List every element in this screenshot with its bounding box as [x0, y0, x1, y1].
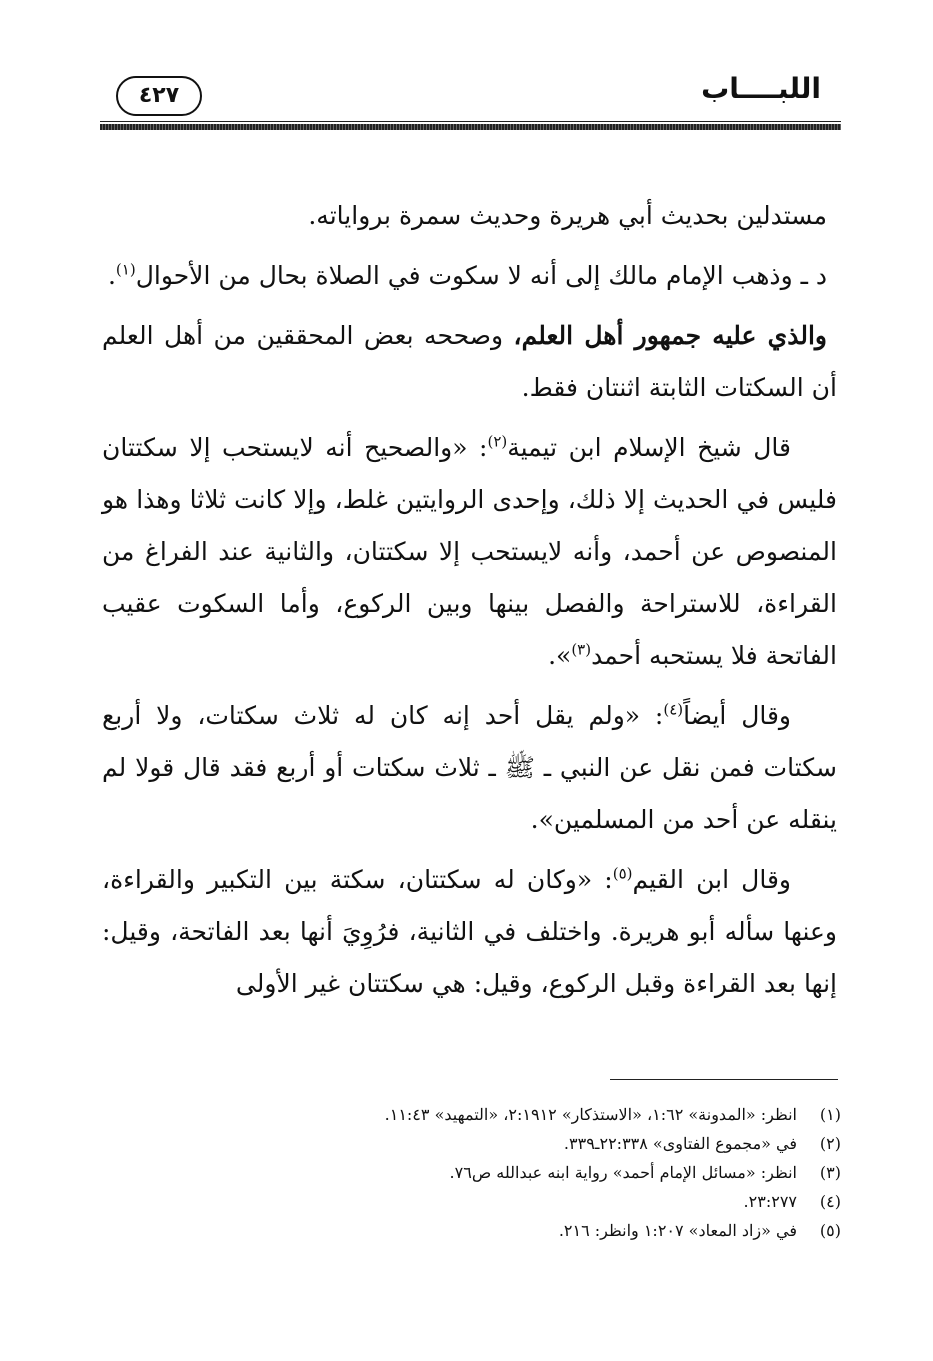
footnote-ref-5[interactable]: (٥)	[612, 864, 633, 883]
footnote-3	[101, 1158, 841, 1187]
paragraph-6	[102, 854, 837, 1010]
footnote-number: (٢)	[819, 1134, 841, 1153]
footnote-number: (١)	[819, 1105, 841, 1124]
body-text	[102, 190, 837, 1018]
paragraph-3-bold: والذي عليه جمهور أهل العلم،	[513, 321, 827, 350]
paragraph-5	[102, 690, 837, 846]
paragraph-5-a: وقال أيضاً	[683, 701, 791, 730]
header-rule	[100, 124, 841, 130]
paragraph-1-text: مستدلين بحديث أبي هريرة وحديث سمرة برواياته.	[308, 201, 827, 230]
footnote-1	[101, 1100, 841, 1129]
paragraph-4-c: ».	[548, 641, 572, 670]
footnote-5	[101, 1216, 841, 1245]
footnote-4	[101, 1187, 841, 1216]
footnote-ref-1[interactable]: (١)	[115, 260, 136, 279]
footnote-separator	[610, 1079, 838, 1080]
header-rule-thin	[100, 121, 841, 122]
paragraph-6-a: وقال ابن القيم	[632, 865, 791, 894]
footnotes	[101, 1100, 841, 1245]
footnote-ref-3[interactable]: (٣)	[571, 640, 592, 659]
footnote-number: (٥)	[819, 1221, 841, 1240]
paragraph-2	[102, 250, 837, 302]
footnote-number: (٤)	[819, 1192, 841, 1211]
paragraph-2-end: .	[107, 261, 116, 290]
running-title: اللبــــاب	[701, 72, 821, 105]
page-number: ٤٢٧	[116, 76, 202, 116]
paragraph-1	[102, 190, 837, 242]
footnote-2	[101, 1129, 841, 1158]
paragraph-4-b: : «والصحيح أنه لايستحب إلا سكتتان فليس في الحديث إلا ذلك، وإحدى الروايتين غلط، وإلا كانت ثلاثا وهذا هو المنصوص عن أحمد، وأنه لايستحب إلا سكتتان، والثانية عند الفراغ من القراءة، للاستراحة والفصل بينها وبين الركوع، وأما السكوت عقيب الفاتحة فلا يستحبه أحمد	[102, 433, 837, 670]
footnote-ref-2[interactable]: (٢)	[487, 432, 508, 451]
footnote-text: في «زاد المعاد» ١:٢٠٧ وانظر: ٢١٦.	[558, 1221, 797, 1240]
footnote-text: ٢٣:٢٧٧.	[743, 1192, 797, 1211]
paragraph-4-a: قال شيخ الإسلام ابن تيمية	[507, 433, 791, 462]
footnote-number: (٣)	[819, 1163, 841, 1182]
paragraph-4	[102, 422, 837, 682]
footnote-text: في «مجموع الفتاوى» ٢٢:٣٣٨ـ٣٣٩.	[563, 1134, 797, 1153]
paragraph-2-text: د ـ وذهب الإمام مالك إلى أنه لا سكوت في الصلاة بحال من الأحوال	[135, 261, 827, 290]
paragraph-3-text: وصححه بعض المحققين من أهل العلم أن السكتات الثابتة اثنتان فقط.	[102, 321, 837, 402]
paragraph-6-b: : «وكان له سكتتان، سكتة بين التكبير والقراءة، وعنها سأله أبو هريرة. واختلف في الثانية، فرُوِيَ أنها بعد الفاتحة، وقيل: إنها بعد القراءة وقبل الركوع، وقيل: هي سكتتان غير الأولى	[102, 865, 837, 998]
paragraph-3	[102, 310, 837, 414]
footnote-text: انظر: «مسائل الإمام أحمد» رواية ابنه عبدالله ص٧٦.	[449, 1163, 797, 1182]
footnote-ref-4[interactable]: (٤)	[663, 700, 684, 719]
footnote-text: انظر: «المدونة» ١:٦٢، «الاستذكار» ٢:١٩١٢، «التمهيد» ١١:٤٣.	[384, 1105, 797, 1124]
paragraph-5-b: : «ولم يقل أحد إنه كان له ثلاث سكتات، ولا أربع سكتات فمن نقل عن النبي ـ ﷺ ـ ثلاث سكتات أو أربع فقد قال قولا لم ينقله عن أحد من المسلمين».	[102, 701, 837, 834]
